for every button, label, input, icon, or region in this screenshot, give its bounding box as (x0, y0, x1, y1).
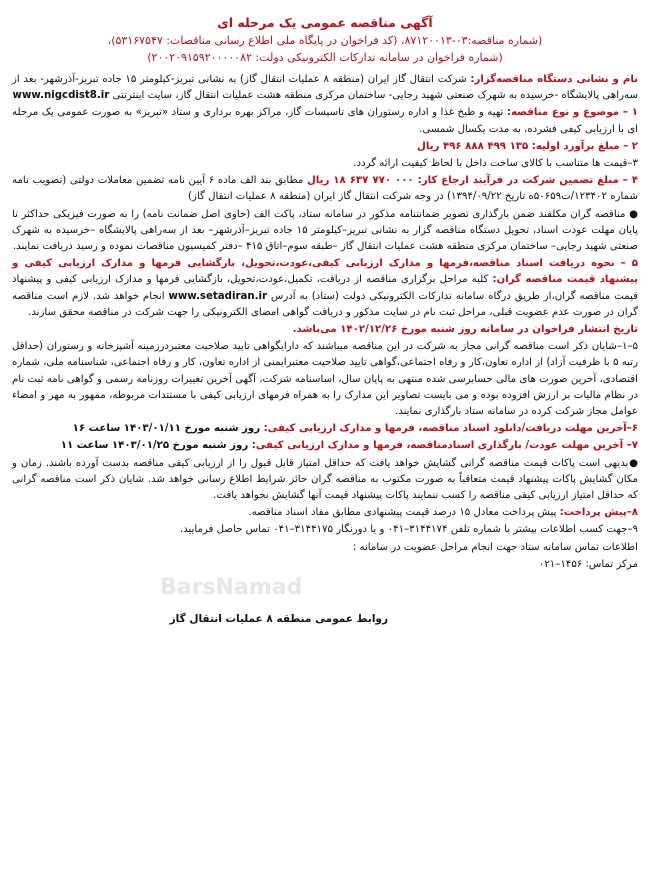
contact-phone-paragraph: ۹–جهت کسب اطلاعات بیشتر با شماره تلفن ۳۱۴۴۱۷۴–۰۴۱ و یا دورنگار ۳۱۴۴۱۷۵–۰۴۱ تماس حاصل فرمایید. (179, 524, 638, 536)
estimate-paragraph (12, 139, 638, 155)
upload-deadline-label: ۷– آخرین مهلت عودت/ بارگذاری اسنادمناقصه، فرمها و مدارک ارزیابی کیفی: (251, 440, 638, 452)
guarantee-text: مطابق بند الف ماده ۶ آیین نامه تضمین معاملات دولتی (تصویب نامه شماره ۱۲۳۴۰۲/ت۵۰۶۵۹ه تاریخ ۱۳۹۴/۰۹/۲۲) در وجه شرکت انتقال گاز ایران (منطقه ۸ عملیات انتقال گاز) (12, 175, 638, 203)
download-deadline-paragraph (12, 421, 638, 437)
guarantee-label: ۴ – مبلغ تضمین شرکت در فرآیند ارجاع کار: (417, 175, 639, 187)
organization-website-link[interactable]: www.nigcdist8.ir (12, 90, 110, 102)
subject-paragraph (12, 105, 638, 137)
domestic-goods-paragraph: ۳–قیمت ها متناسب با کالای ساخت داخل با لحاظ کیفیت ارائه گردد. (353, 158, 638, 170)
documents-procedure-label: ۵ – نحوه دریافت اسناد مناقصه،فرمها و مدارک ارزیابی کیفی،عودت،تحویل، بارگشایی فرمها و مدارک ارزیابی کیفی و پیشنهاد قیمت مناقصه گران: (12, 258, 638, 286)
subject-label: ۱ – موضوع و نوع مناقصه: (506, 107, 639, 119)
publication-date-line (12, 322, 638, 338)
download-deadline-date: روز شنبه مورخ ۱۴۰۳/۰۱/۱۱ ساعت ۱۶ (72, 423, 264, 435)
notice-header (12, 14, 638, 66)
public-relations-signature: روابط عمومی منطقه ۸ عملیات انتقال گاز (169, 613, 388, 626)
publication-date-text: تاریخ انتشار فراخوان در سامانه روز شنبه مورخ ۱۴۰۲/۱۲/۲۶ می‌باشد. (292, 324, 638, 336)
documents-procedure-paragraph (12, 256, 638, 321)
prepayment-text: پیش پرداخت معادل ۱۵ درصد قیمت پیشنهادی مطابق مفاد اسناد مناقصه. (248, 507, 560, 519)
documents-procedure-text: کلیه مراحل برگزاری مناقصه از دریافت، تکمیل،عودت،تحویل، بازگشایی فرمها و مدارک ارزیابی کیفی و پیشنهاد قیمت مناقصه گران،از طریق درگاه سامانه تدارکات الکترونیکی دولت (ستاد) به آدرس (12, 274, 638, 302)
organization-text: شرکت انتقال گاز ایران (منطقه ۸ عملیات انتقال گاز) به نشانی تبریز-کیلومتر ۱۵ جاده تبریز-آذرشهر- بعد از سه‌راهی پالایشگاه -خرسیده به شهرک صنعتی شهید رجایی- ساختمان مرکزی منطقه هشت عملیات انتقال گاز، سایت اینترنتی (12, 74, 638, 102)
notice-title: آگهی مناقصه عمومی یک مرحله ای (217, 15, 433, 30)
upload-deadline-date: روز شنبه مورخ ۱۴۰۳/۰۱/۲۵ ساعت ۱۱ (60, 440, 252, 452)
setad-contact-info: اطلاعات تماس سامانه ستاد جهت انجام مراحل عضویت در سامانه : (352, 541, 638, 553)
watermark-logo: BarsNamad (160, 575, 303, 600)
prepayment-paragraph (12, 505, 638, 521)
guarantee-amount: ۰۰۰ ۷۷۰ ۶۳۷ ۱۸ ریال (306, 175, 418, 187)
organization-paragraph (12, 72, 638, 104)
guarantee-submission-bullet: ● مناقصه گران مکلفند ضمن بارگذاری تصویر ضمانتنامه مذکور در سامانه ستاد، پاکت الف (حاوی اصل ضمانت نامه) را به صورت فیزیکی حداکثر تا پایان مهلت عودت اسناد، تحویل دستگاه مناقصه گزار به نشانی تبریز–کیلومتر ۱۵ جاده تبریز–آذرشهر– بعد از سه‌راهی پالایشگاه –خرسیده به شهرک صنعتی شهید رجایی– ساختمان مرکزی منطقه هشت عملیات انتقال گاز –طبقه سوم–اتاق ۴۱۵ –دفتر کمیسیون مناقصات نموده و رسید دریافت نمایند. (12, 208, 638, 253)
upload-deadline-paragraph (12, 438, 638, 454)
organization-label: نام و نشانی دستگاه مناقصه‌گزار: (470, 74, 638, 85)
estimate-label: ۲ – مبلغ برآورد اولیه: (531, 140, 638, 152)
prepayment-label: ۸–پیش پرداخت: (559, 507, 638, 519)
price-envelope-bullet: ●بدیهی است پاکات قیمت مناقصه گرانی گشایش خواهد یافت که حداقل امتیاز قابل قبول را از ارزیابی کیفی مناقصه بدست آورده باشند. زمان و مکان گشایش پاکات پیشنهاد قیمت متعاقباً به صورت مکتوب به مناقصه گران حائز شرایط اطلاع رسانی خواهد شد. شایان ذکر است مناقصه گرانی که حداقل امتیاز ارزیابی کیفی مناقصه را کسب ننمایند پاکات پیشنهاد قیمت آنها گشایش نخواهد یافت. (12, 457, 638, 502)
tender-number-line: (شماره مناقصه:۰۳-۸۷۱۲۰۰۱۳، (کد فراخوان در پایگاه ملی اطلاع رسانی مناقصات: ۵۳۱۶۷۵۴۷)، (107, 34, 543, 47)
eligibility-paragraph: ۵–۱–شایان ذکر است مناقصه گرانی مجاز به شرکت در این مناقصه میباشند که دارایگواهی تایید صلاحیت معتبردرزمینه آشپزخانه و رستوران (حداقل رتبه ۵ با ظرفیت آزاد) از اداره تعاون،کار و رفاه اجتماعی،گواهی تایید صلاحیت معتبرایمنی از اداره تعاون، کار و رفاه اجتماعی، شناسنامه ملی، شماره اقتصادی، آخرین صورت های مالی حسابرسی شده منتهی به پایان سال، اساسنامه شرکت، آگهی آخرین تغییرات روزنامه رسمی و گواهی نامه ثبت نام در نظام مالیات بر ارزش افزوده بوده و می بایست تصاویر این مدارک را به همراه فرمهای ارزیابی کیفی با مستندات مربوطه، ممهور به مهر و امضاء عوامل مجاز شرکت کرده در سامانه ستاد بارگذاری نمایند. (12, 341, 639, 418)
download-deadline-label: ۶–آخرین مهلت دریافت/دانلود اسناد مناقصه، فرمها و مدارک ارزیابی کیفی: (263, 423, 638, 435)
estimate-amount: ۱۳۵ ۴۹۹ ۸۸۸ ۴۹۶ ریال (417, 140, 532, 152)
documents-procedure-text-2: انجام خواهد شد. لازم است مناقصه گران در صورت عدم عضویت قبلی، مراحل ثبت نام در سایت مذکور و دریافت گواهی امضای الکترونیکی را جهت شرکت در مناقصه محقق سازند. (12, 290, 638, 318)
guarantee-paragraph (12, 173, 638, 205)
setad-website-link[interactable]: www.setadiran.ir (168, 290, 267, 302)
setad-call-number-line: (شماره فراخوان در سامانه تدارکات الکترونیکی دولت: ۲۰۰۲۰۹۱۵۹۲۰۰۰۰۰۸۲) (147, 51, 503, 64)
subject-text: تهیه و طبخ غذا و اداره رستوران های تاسیسات گاز، مراکز بهره برداری و ستاد «تبریز» به صورت عمومی یک مرحله ای با ارزیابی کیفی فشرده، به مدت یکسال شمسی. (12, 107, 638, 135)
call-center-number: مرکز تماس: ۱۴۵۶–۰۲۱ (538, 558, 638, 570)
